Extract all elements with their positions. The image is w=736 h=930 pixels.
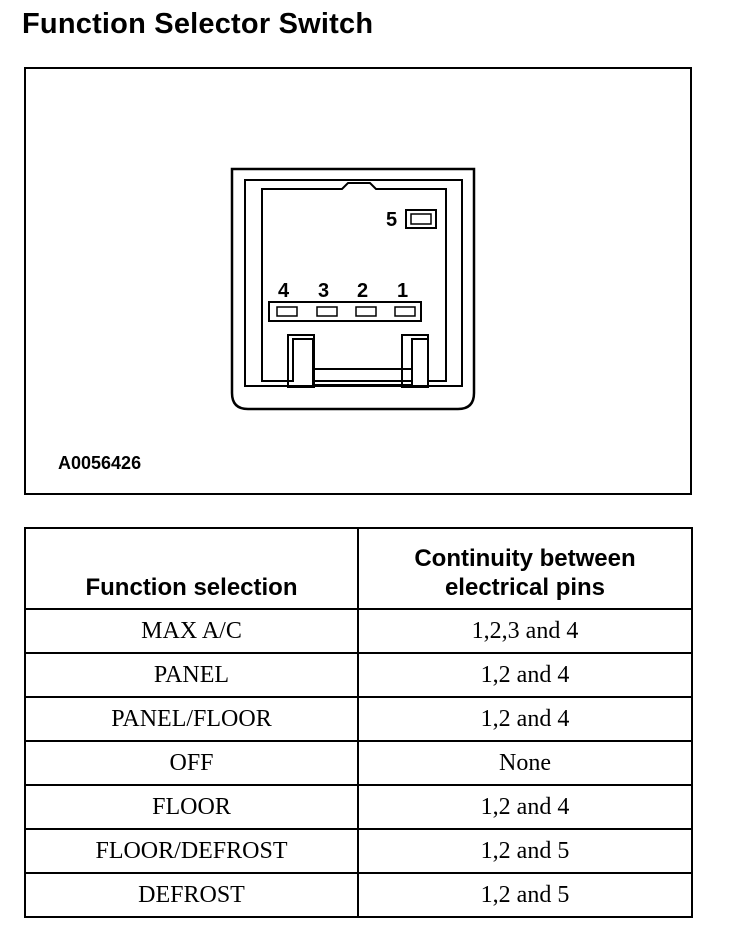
figure-id: A0056426	[58, 453, 142, 473]
pin-5-contact	[411, 214, 431, 224]
header-function-selection	[25, 528, 358, 609]
cell-continuity: 1,2 and 4	[358, 785, 692, 829]
cell-function: MAX A/C	[25, 609, 358, 653]
cell-function: DEFROST	[25, 873, 358, 917]
table-row	[25, 697, 692, 741]
table-header-row	[25, 528, 692, 609]
cell-continuity: None	[358, 741, 692, 785]
cell-function: FLOOR/DEFROST	[25, 829, 358, 873]
header-continuity-line1: Continuity between	[414, 545, 636, 572]
pin-3-contact	[317, 307, 337, 316]
table-row	[25, 785, 692, 829]
cell-continuity: 1,2 and 5	[358, 873, 692, 917]
pin-2-contact	[356, 307, 376, 316]
pin-label-3: 3	[318, 280, 330, 302]
continuity-table	[24, 527, 693, 918]
pin-1-contact	[395, 307, 415, 316]
cell-function: OFF	[25, 741, 358, 785]
connector-housing-outer	[232, 169, 474, 409]
pin-label-5: 5	[386, 209, 398, 231]
cell-continuity: 1,2 and 4	[358, 653, 692, 697]
cell-continuity: 1,2 and 4	[358, 697, 692, 741]
table-row	[25, 609, 692, 653]
pin-row-strip	[269, 302, 421, 321]
table-row	[25, 741, 692, 785]
pin-4-contact	[277, 307, 297, 316]
header-continuity	[358, 528, 692, 609]
connector-face	[262, 183, 446, 381]
latch-bar	[313, 369, 412, 385]
cell-function: PANEL	[25, 653, 358, 697]
pin-label-4: 4	[278, 280, 290, 302]
header-function-label: Function selection	[85, 574, 298, 601]
cell-function: PANEL/FLOOR	[25, 697, 358, 741]
latch-leg-left	[288, 335, 314, 387]
connector-figure	[24, 67, 692, 495]
table-row	[25, 829, 692, 873]
table-row	[25, 653, 692, 697]
pin-label-1: 1	[397, 280, 409, 302]
latch-leg-right	[402, 335, 428, 387]
page-title: Function Selector Switch	[22, 8, 374, 40]
pin-label-2: 2	[357, 280, 369, 302]
table-row	[25, 873, 692, 917]
connector-diagram	[26, 69, 690, 493]
header-continuity-line2: electrical pins	[444, 574, 606, 601]
cell-continuity: 1,2 and 5	[358, 829, 692, 873]
cell-function: FLOOR	[25, 785, 358, 829]
cell-continuity: 1,2,3 and 4	[358, 609, 692, 653]
